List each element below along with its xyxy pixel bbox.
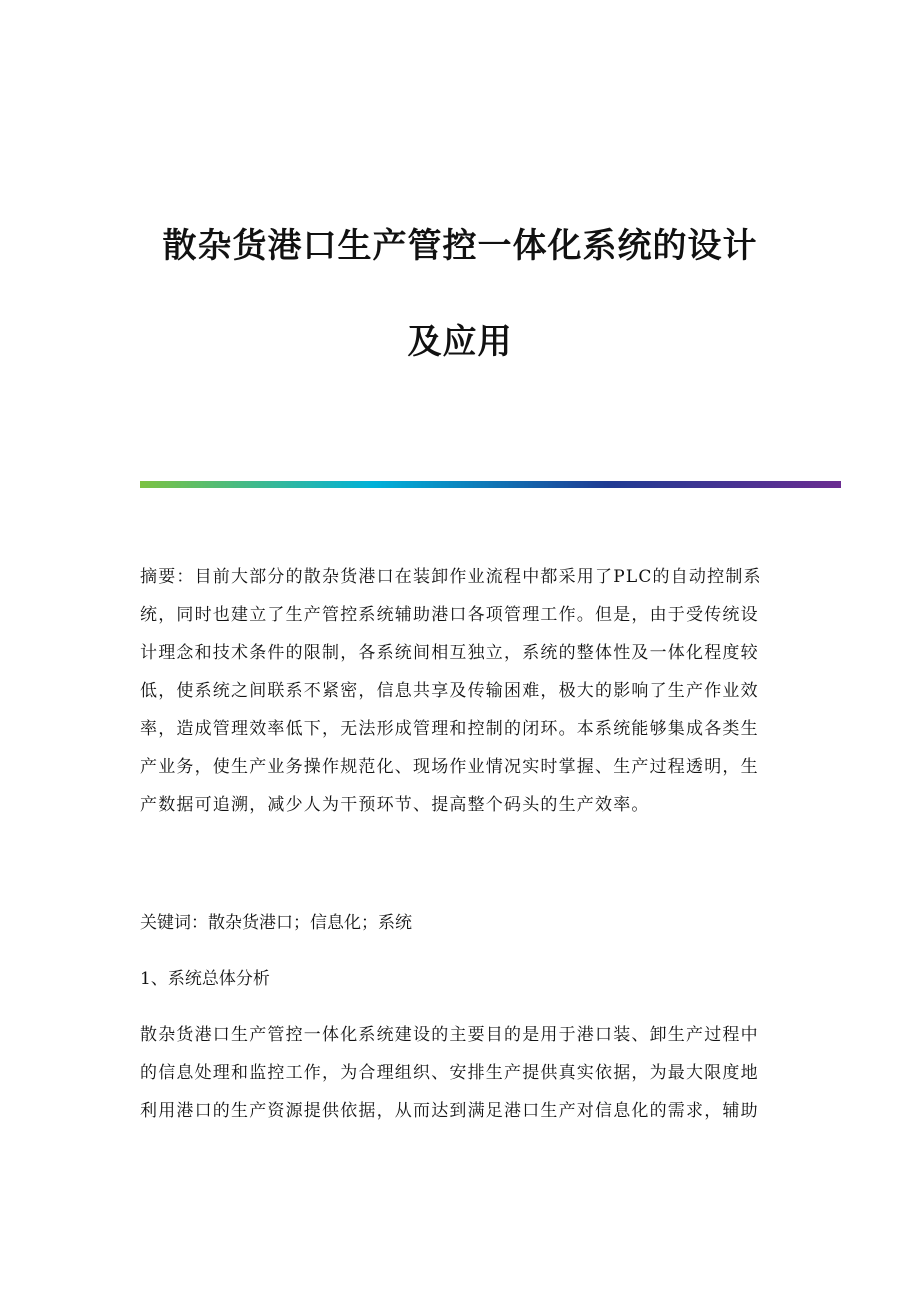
- paper-title-line-2: 及应用: [407, 322, 513, 362]
- section-1-heading: [140, 970, 780, 989]
- body-line: 散杂货港口生产管控一体化系统建设的主要目的是用于港口装、卸生产过程中: [140, 1025, 759, 1045]
- abstract-line: 摘要：目前大部分的散杂货港口在装卸作业流程中都采用了PLC的自动控制系: [140, 567, 762, 587]
- abstract-line: 产业务，使生产业务操作规范化、现场作业情况实时掌握、生产过程透明，生: [140, 757, 759, 777]
- section-heading-text: 1、系统总体分析: [140, 969, 270, 989]
- keywords-text: 关键词：散杂货港口；信息化；系统: [140, 913, 412, 933]
- abstract-paragraph: [140, 568, 780, 815]
- abstract-line: 低，使系统之间联系不紧密，信息共享及传输困难，极大的影响了生产作业效: [140, 681, 759, 701]
- gradient-divider: [140, 481, 841, 488]
- abstract-line: 计理念和技术条件的限制，各系统间相互独立，系统的整体性及一体化程度较: [140, 643, 759, 663]
- abstract-line: 统，同时也建立了生产管控系统辅助港口各项管理工作。但是，由于受传统设: [140, 605, 759, 625]
- body-line: 利用港口的生产资源提供依据，从而达到满足港口生产对信息化的需求，辅助: [140, 1101, 759, 1121]
- abstract-line: 率，造成管理效率低下，无法形成管理和控制的闭环。本系统能够集成各类生: [140, 719, 759, 739]
- body-line: 的信息处理和监控工作，为合理组织、安排生产提供真实依据，为最大限度地: [140, 1063, 759, 1083]
- paper-title-line-1: 散杂货港口生产管控一体化系统的设计: [162, 226, 758, 266]
- section-1-paragraph: [140, 1026, 780, 1121]
- abstract-line: 产数据可追溯，减少人为干预环节、提高整个码头的生产效率。: [140, 795, 650, 815]
- keywords-line: [140, 914, 780, 933]
